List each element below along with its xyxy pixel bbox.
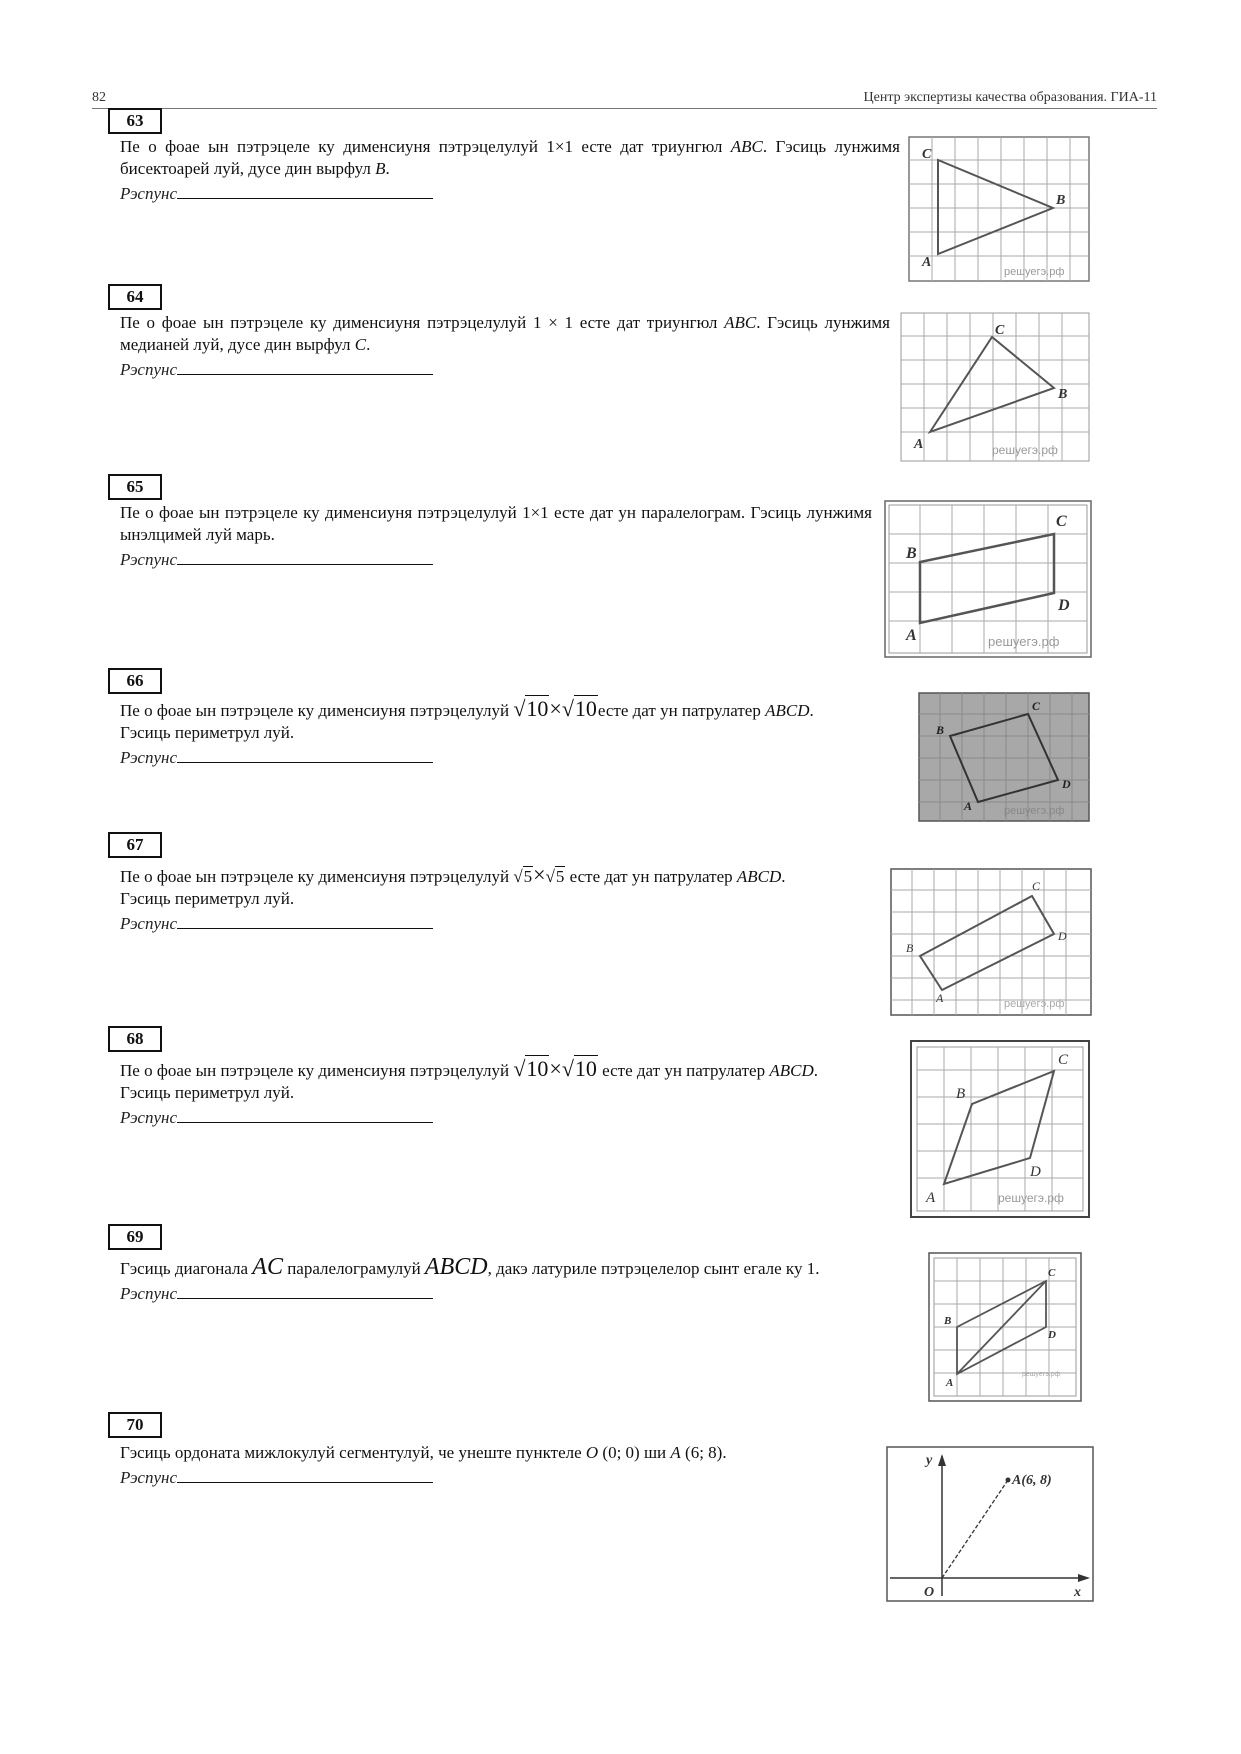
task-text-63: Пе о фоае ын пэтрэцеле ку дименсиуня пэтрэцелулуй 1×1 есте дат триунгюл ABC. Гэсиць лунжимя бисектоарей луй, дусе дин вырфул B. bbox=[120, 137, 900, 178]
task-number-63: 63 bbox=[108, 108, 162, 134]
svg-text:y: y bbox=[926, 1453, 933, 1468]
task-68 bbox=[120, 1058, 820, 1129]
svg-text:B: B bbox=[936, 723, 945, 737]
svg-text:C: C bbox=[1058, 1052, 1069, 1068]
svg-text:B: B bbox=[944, 1315, 952, 1327]
svg-text:B: B bbox=[956, 1086, 966, 1102]
answer-field-67[interactable]: Рэспунс bbox=[120, 912, 820, 935]
figure-66 bbox=[918, 692, 1090, 822]
svg-text:A: A bbox=[926, 1190, 936, 1206]
task-65 bbox=[120, 502, 872, 571]
answer-field-68[interactable]: Рэспунс bbox=[120, 1106, 820, 1129]
task-text-70: Гэсиць ордоната мижлокулуй сегментулуй, че унеште пунктеле O (0; 0) ши A (6; 8). bbox=[120, 1443, 727, 1462]
svg-text:C: C bbox=[1032, 879, 1041, 893]
svg-text:D: D bbox=[1030, 1164, 1041, 1180]
svg-text:D: D bbox=[1058, 597, 1070, 614]
svg-text:D: D bbox=[1048, 1329, 1056, 1341]
figure-69 bbox=[928, 1252, 1082, 1402]
svg-text:решуегэ.рф: решуегэ.рф bbox=[992, 443, 1058, 457]
svg-text:B: B bbox=[1056, 193, 1066, 208]
task-number-69: 69 bbox=[108, 1224, 162, 1250]
task-text-68: Пе о фоае ын пэтрэцеле ку дименсиуня пэтрэцелулуй √10×√10 есте дат ун патрулатер ABCD. Гэсиць периметрул луй. bbox=[120, 1056, 818, 1102]
svg-text:A(6, 8): A(6, 8) bbox=[1012, 1473, 1052, 1488]
task-text-69: Гэсиць диагонала AC паралелограмулуй ABCD, дакэ латуриле пэтрэцелелор сынт егале ку 1. bbox=[120, 1254, 820, 1280]
task-66 bbox=[120, 698, 820, 769]
answer-field-70[interactable]: Рэспунс bbox=[120, 1466, 880, 1489]
task-number-65: 65 bbox=[108, 474, 162, 500]
svg-text:B: B bbox=[906, 941, 914, 955]
task-number-67: 67 bbox=[108, 832, 162, 858]
answer-field-69[interactable]: Рэспунс bbox=[120, 1282, 910, 1305]
svg-text:решуегэ.рф: решуегэ.рф bbox=[1004, 266, 1065, 278]
svg-text:x: x bbox=[1074, 1585, 1081, 1600]
svg-text:O: O bbox=[924, 1585, 935, 1600]
task-64 bbox=[120, 312, 890, 381]
svg-text:A: A bbox=[906, 627, 917, 644]
svg-text:решуегэ.рф: решуегэ.рф bbox=[998, 1191, 1064, 1205]
task-text-67: Пе о фоае ын пэтрэцеле ку дименсиуня пэтрэцелулуй √5×√5 есте дат ун патрулатер ABCD. Гэсиць периметрул луй. bbox=[120, 862, 786, 908]
task-text-65: Пе о фоае ын пэтрэцеле ку дименсиуня пэтрэцелулуй 1×1 есте дат ун паралелограм. Гэсиць лунжимя ынэлцимей луй марь. bbox=[120, 503, 872, 544]
task-number-68: 68 bbox=[108, 1026, 162, 1052]
svg-text:C: C bbox=[1048, 1267, 1056, 1279]
header-title: Центр экспертизы качества образования. ГИА-11 bbox=[863, 90, 1157, 105]
task-text-64: Пе о фоае ын пэтрэцеле ку дименсиуня пэтрэцелулуй 1 × 1 есте дат триунгюл ABC. Гэсиць лунжимя медианей луй, дусе дин вырфул C. bbox=[120, 313, 890, 354]
answer-field-66[interactable]: Рэспунс bbox=[120, 746, 820, 769]
answer-field-63[interactable]: Рэспунс bbox=[120, 182, 900, 205]
task-text-66: Пе о фоае ын пэтрэцеле ку дименсиуня пэтрэцелулуй √10×√10есте дат ун патрулатер ABCD. Гэсиць периметрул луй. bbox=[120, 696, 814, 742]
svg-text:A: A bbox=[936, 991, 944, 1005]
task-67 bbox=[120, 864, 820, 935]
figure-67 bbox=[890, 868, 1092, 1016]
figure-63 bbox=[908, 136, 1090, 282]
header-divider bbox=[92, 108, 1157, 109]
svg-text:решуегэ.рф: решуегэ.рф bbox=[1022, 1371, 1061, 1378]
svg-text:A: A bbox=[922, 255, 932, 270]
svg-text:C: C bbox=[995, 323, 1005, 338]
page-number: 82 bbox=[92, 90, 106, 105]
figure-68 bbox=[910, 1040, 1090, 1218]
task-63 bbox=[120, 136, 900, 205]
svg-text:A: A bbox=[914, 437, 924, 452]
svg-text:C: C bbox=[922, 147, 932, 162]
svg-text:решуегэ.рф: решуегэ.рф bbox=[1004, 998, 1065, 1010]
svg-text:C: C bbox=[1032, 699, 1041, 713]
svg-text:D: D bbox=[1058, 929, 1067, 943]
task-70 bbox=[120, 1442, 880, 1489]
figure-70 bbox=[886, 1446, 1094, 1602]
answer-field-64[interactable]: Рэспунс bbox=[120, 358, 890, 381]
svg-text:D: D bbox=[1062, 777, 1071, 791]
svg-text:решуегэ.рф: решуегэ.рф bbox=[988, 634, 1060, 649]
task-number-64: 64 bbox=[108, 284, 162, 310]
svg-text:A: A bbox=[964, 799, 973, 813]
svg-text:C: C bbox=[1056, 513, 1067, 530]
answer-field-65[interactable]: Рэспунс bbox=[120, 548, 872, 571]
svg-text:B: B bbox=[906, 545, 917, 562]
svg-text:B: B bbox=[1058, 387, 1068, 402]
svg-text:решуегэ.рф: решуегэ.рф bbox=[1004, 805, 1065, 817]
task-number-70: 70 bbox=[108, 1412, 162, 1438]
task-number-66: 66 bbox=[108, 668, 162, 694]
figure-65 bbox=[884, 500, 1092, 658]
figure-64 bbox=[900, 312, 1090, 462]
svg-text:A: A bbox=[946, 1377, 954, 1389]
task-69 bbox=[120, 1256, 910, 1305]
